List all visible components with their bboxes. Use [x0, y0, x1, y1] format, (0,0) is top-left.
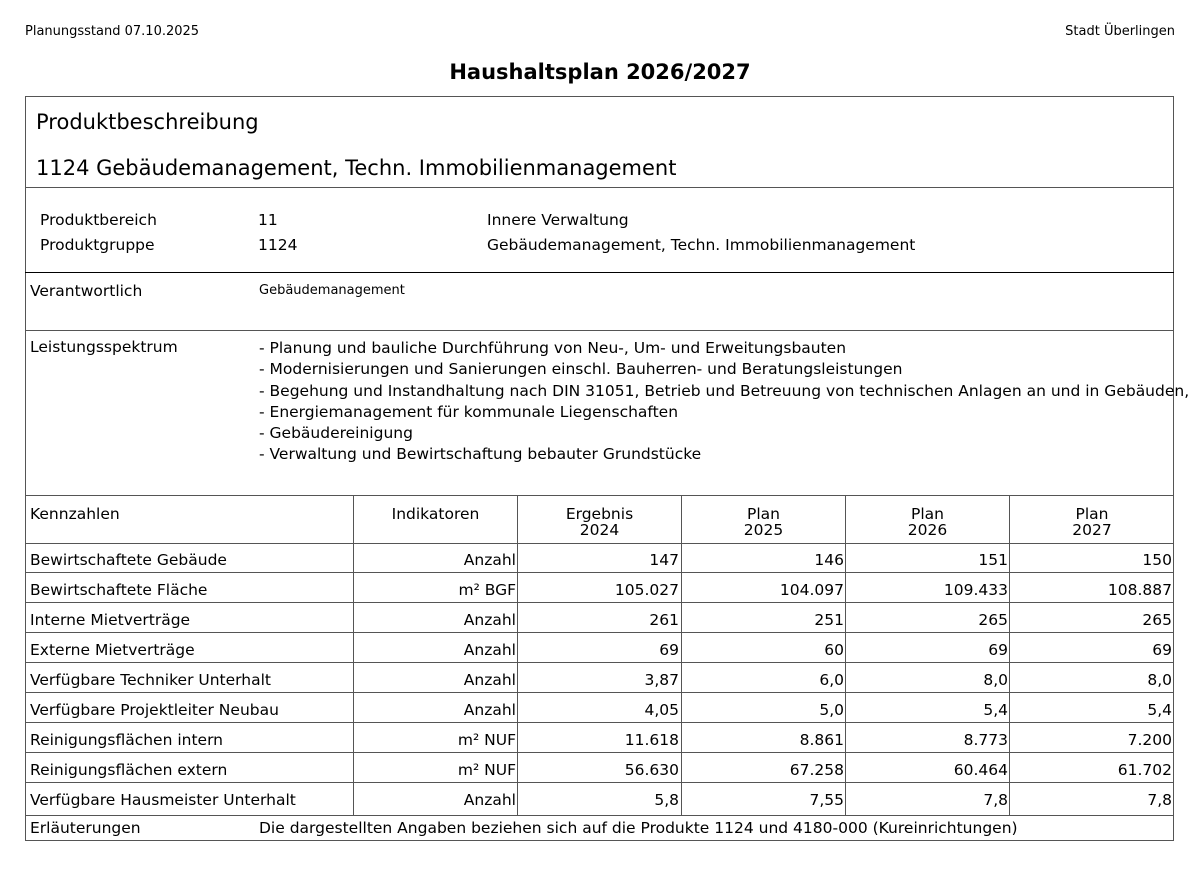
kpi-column-header-2026 [846, 506, 1009, 538]
kpi-column-header-2027 [1010, 506, 1174, 538]
table-row-divider [25, 782, 1174, 783]
section-title: Produktbeschreibung [36, 110, 259, 134]
kpi-value-2027: 265 [1142, 611, 1172, 629]
table-row [25, 545, 1174, 575]
kpi-name: Interne Mietverträge [30, 611, 191, 629]
kpi-value-2027: 69 [1152, 641, 1172, 659]
notes-label: Erläuterungen [30, 819, 141, 837]
table-header-divider [25, 543, 1174, 544]
column-header-year: 2025 [743, 521, 784, 539]
kpi-column-header-indikatoren: Indikatoren [391, 505, 480, 523]
kpi-value-2026: 151 [978, 551, 1008, 569]
kpi-value-2024: 4,05 [644, 701, 679, 719]
kpi-value-2025: 60 [824, 641, 844, 659]
kpi-value-2024: 69 [659, 641, 679, 659]
table-row [25, 785, 1174, 815]
kpi-value-2025: 7,55 [809, 791, 844, 809]
kpi-name: Bewirtschaftete Gebäude [30, 551, 227, 569]
table-row [25, 635, 1174, 665]
table-row-divider [25, 752, 1174, 753]
table-row-divider [25, 602, 1174, 603]
kpi-value-2027: 108.887 [1107, 581, 1172, 599]
kpi-value-2024: 261 [649, 611, 679, 629]
kpi-name: Verfügbare Projektleiter Neubau [30, 701, 279, 719]
services-list [259, 338, 1189, 466]
table-row-divider [25, 572, 1174, 573]
table-row [25, 575, 1174, 605]
kpi-value-2024: 147 [649, 551, 679, 569]
column-header-line: Ergebnis [565, 505, 634, 523]
column-header-year: 2027 [1072, 521, 1112, 539]
kpi-indicator: Anzahl [463, 791, 516, 809]
table-row-divider [25, 692, 1174, 693]
municipality-name: Stadt Überlingen [1065, 24, 1175, 39]
kpi-indicator: m² NUF [457, 731, 516, 749]
kpi-value-2025: 146 [814, 551, 844, 569]
table-row [25, 725, 1174, 755]
kpi-indicator: Anzahl [463, 701, 516, 719]
kpi-value-2024: 5,8 [654, 791, 679, 809]
kpi-name: Verfügbare Techniker Unterhalt [30, 671, 271, 689]
table-row [25, 755, 1174, 785]
kpi-value-2027: 8,0 [1147, 671, 1172, 689]
kpi-value-2025: 104.097 [779, 581, 844, 599]
product-group-code: 1124 [258, 236, 298, 254]
kpi-indicator: m² BGF [458, 581, 516, 599]
kpi-indicator: m² NUF [457, 761, 516, 779]
document-title: Haushaltsplan 2026/2027 [449, 60, 751, 84]
kpi-column-header-2025 [682, 506, 845, 538]
kpi-value-2026: 265 [978, 611, 1008, 629]
kpi-value-2025: 8.861 [799, 731, 844, 749]
kpi-name: Externe Mietverträge [30, 641, 195, 659]
column-header-line: Plan [1075, 505, 1109, 523]
kpi-value-2024: 105.027 [614, 581, 679, 599]
table-row-divider [25, 662, 1174, 663]
column-header-year: 2024 [579, 521, 620, 539]
column-header-line: Plan [911, 505, 944, 523]
list-item: - Modernisierungen und Sanierungen einschl. Bauherren- und Beratungsleistungen [259, 360, 903, 379]
product-area-code: 11 [258, 211, 278, 229]
table-row-divider [25, 722, 1174, 723]
kpi-name: Bewirtschaftete Fläche [30, 581, 208, 599]
services-label: Leistungsspektrum [30, 338, 178, 356]
divider [25, 330, 1174, 331]
kpi-value-2027: 7,8 [1147, 791, 1172, 809]
table-row-divider [25, 632, 1174, 633]
kpi-value-2026: 60.464 [953, 761, 1008, 779]
divider [25, 187, 1174, 188]
list-item: - Planung und bauliche Durchführung von Neu-, Um- und Erweitungsbauten [259, 339, 847, 357]
responsible-label: Verantwortlich [30, 282, 143, 300]
kpi-value-2027: 150 [1142, 551, 1172, 569]
kpi-value-2026: 8.773 [963, 731, 1008, 749]
table-row [25, 695, 1174, 725]
kpi-value-2026: 5,4 [983, 701, 1008, 719]
list-item: - Begehung und Instandhaltung nach DIN 31051, Betrieb und Betreuung von technischen Anlagen an und in Gebäuden, [259, 381, 1190, 400]
kpi-value-2027: 5,4 [1147, 701, 1172, 719]
kpi-value-2027: 7.200 [1127, 731, 1172, 749]
product-group-name: Gebäudemanagement, Techn. Immobilienmanagement [487, 236, 916, 254]
kpi-name: Reinigungsflächen extern [30, 761, 228, 779]
kpi-value-2026: 69 [988, 641, 1008, 659]
product-group-label: Produktgruppe [40, 236, 155, 254]
kpi-value-2024: 56.630 [624, 761, 679, 779]
kpi-value-2025: 5,0 [819, 701, 844, 719]
divider [25, 495, 1174, 496]
list-item: - Verwaltung und Bewirtschaftung bebauter Grundstücke [259, 445, 702, 464]
column-header-year: 2026 [907, 521, 948, 539]
list-item: - Gebäudereinigung [259, 424, 413, 443]
list-item: - Energiemanagement für kommunale Liegenschaften [259, 402, 679, 421]
table-row [25, 665, 1174, 695]
kpi-value-2027: 61.702 [1117, 761, 1172, 779]
kpi-indicator: Anzahl [463, 551, 516, 569]
table-bottom-divider [25, 815, 1174, 816]
divider [25, 272, 1174, 273]
kpi-value-2026: 7,8 [983, 791, 1008, 809]
kpi-value-2024: 11.618 [624, 731, 679, 749]
kpi-name: Verfügbare Hausmeister Unterhalt [30, 791, 296, 809]
kpi-value-2026: 109.433 [943, 581, 1008, 599]
planning-status: Planungsstand 07.10.2025 [25, 24, 200, 39]
kpi-value-2025: 6,0 [819, 671, 844, 689]
table-row [25, 605, 1174, 635]
kpi-column-header-2024 [518, 506, 681, 538]
product-area-label: Produktbereich [40, 211, 157, 229]
kpi-value-2024: 3,87 [644, 671, 679, 689]
kpi-indicator: Anzahl [463, 671, 516, 689]
kpi-indicator: Anzahl [463, 641, 516, 659]
product-area-name: Innere Verwaltung [487, 211, 629, 229]
kpi-value-2026: 8,0 [983, 671, 1008, 689]
kpi-value-2025: 251 [814, 611, 844, 629]
kpi-name: Reinigungsflächen intern [30, 731, 224, 749]
column-header-line: Plan [747, 505, 780, 523]
product-title: 1124 Gebäudemanagement, Techn. Immobilienmanagement [36, 156, 677, 180]
kpi-column-header-kennzahlen: Kennzahlen [30, 505, 120, 523]
kpi-indicator: Anzahl [463, 611, 516, 629]
responsible-value: Gebäudemanagement [259, 283, 405, 298]
notes-text: Die dargestellten Angaben beziehen sich auf die Produkte 1124 und 4180-000 (Kureinrichtungen) [259, 819, 1018, 837]
kpi-value-2025: 67.258 [789, 761, 844, 779]
